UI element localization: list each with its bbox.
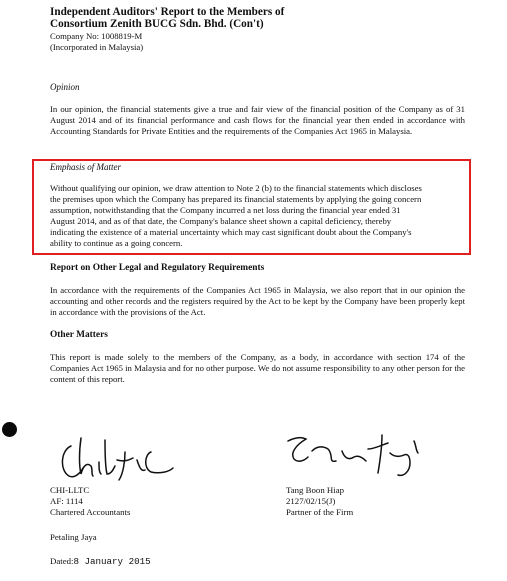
- date-line: [50, 556, 151, 567]
- emphasis-line: the premises upon which the Company has prepared its financial statements by applying the going concern: [50, 193, 422, 204]
- incorporation-note: (Incorporated in Malaysia): [50, 42, 144, 52]
- emphasis-line: ability to continue as a going concern.: [50, 237, 183, 248]
- firm-designation: Chartered Accountants: [50, 507, 131, 517]
- other-matters-paragraph: This report is made solely to the members of the Company, as a body, in accordance with section 174 of the Companies Act 1965 in Malaysia and for no other purpose. We do not assume responsibility to any other person for the content of this report.: [50, 352, 465, 384]
- report-title-line2: Consortium Zenith BUCG Sdn. Bhd. (Con't): [50, 18, 264, 30]
- other-matters-heading: Other Matters: [50, 330, 108, 340]
- emphasis-line: indicating the existence of a material uncertainty which may cast significant doubt about the Company's: [50, 226, 412, 237]
- partner-approval-number: 2127/02/15(J): [286, 496, 336, 506]
- emphasis-heading: Emphasis of Matter: [50, 162, 121, 172]
- opinion-paragraph: In our opinion, the financial statements give a true and fair view of the financial position of the Company as of 31 August 2014 and of its financial performance and cash flows for the financial year then ended in accordance with Accounting Standards for Private Entities and the requirements of the Companies Act 1965 in Malaysia.: [50, 104, 465, 136]
- punch-hole-mark: [2, 422, 17, 437]
- opinion-heading: Opinion: [50, 82, 80, 92]
- partner-designation: Partner of the Firm: [286, 507, 354, 517]
- emphasis-paragraph: [50, 183, 465, 248]
- left-signature: [55, 432, 175, 484]
- firm-af-number: AF: 1114: [50, 496, 83, 506]
- dated-label: Dated:: [50, 556, 74, 566]
- partner-name: Tang Boon Hiap: [286, 485, 345, 495]
- emphasis-line: assumption, notwithstanding that the Company incurred a net loss during the financial year ended 31: [50, 204, 401, 215]
- emphasis-line: Without qualifying our opinion, we draw attention to Note 2 (b) to the financial statements which discloses: [50, 183, 422, 193]
- emphasis-line: August 2014, and as of that date, the Company's balance sheet shown a capital deficiency, thereby: [50, 215, 392, 226]
- right-signature: [282, 427, 432, 482]
- dated-value: 8 January 2015: [73, 556, 151, 567]
- place-of-signing: Petaling Jaya: [50, 532, 97, 542]
- legal-paragraph: In accordance with the requirements of the Companies Act 1965 in Malaysia, we also report that in our opinion the accounting and other records and the registers required by the Act to be kept by the Company have been properly kept in accordance with the provisions of the Act.: [50, 285, 465, 317]
- report-title-line1: Independent Auditors' Report to the Members of: [50, 6, 285, 18]
- legal-heading: Report on Other Legal and Regulatory Requirements: [50, 263, 265, 273]
- company-number: Company No: 1008819-M: [50, 31, 143, 41]
- firm-name: CHI-LLTC: [50, 485, 90, 495]
